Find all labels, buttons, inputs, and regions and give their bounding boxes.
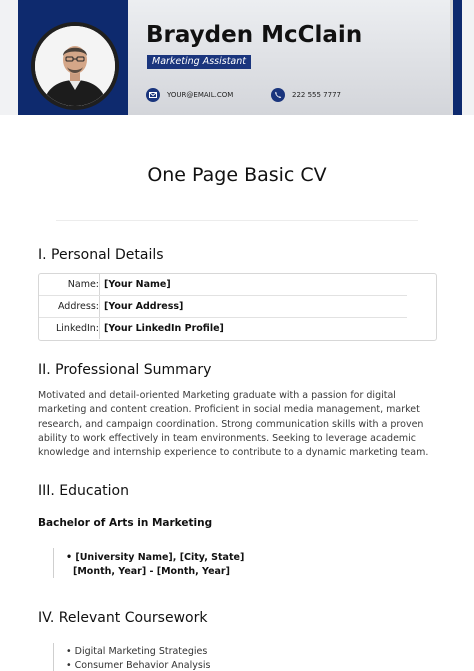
document-title: One Page Basic CV [147, 164, 327, 186]
phone-text: 222 555 7777 [292, 91, 341, 99]
row-label: LinkedIn: [39, 318, 100, 339]
email-icon [146, 88, 160, 102]
professional-summary-text: Motivated and detail-oriented Marketing graduate with a passion for digital marketing and content creation. Proficient in social media management, market research, and campaign coordination. Strong communication skills with a proven ability to work effectively in team environments. Seeking to leverage academic knowledge and internship experience to contribute to a dynamic marketing team. [38, 390, 429, 459]
education-heading: III. Education [38, 483, 129, 499]
personal-details-table [38, 273, 437, 341]
education-timeline-line [53, 548, 54, 578]
row-value: [Your Name] [104, 279, 171, 290]
personal-details-heading: I. Personal Details [38, 247, 164, 263]
candidate-name: Brayden McClain [146, 22, 363, 48]
header-right-band [450, 0, 462, 115]
email-text: YOUR@EMAIL.COM [167, 91, 234, 99]
row-label: Address: [39, 296, 100, 317]
email-contact[interactable] [146, 88, 233, 102]
table-row [39, 296, 407, 318]
title-divider [56, 220, 418, 221]
list-item: • Digital Marketing Strategies [66, 646, 208, 657]
phone-contact[interactable] [271, 88, 341, 102]
list-item: • Consumer Behavior Analysis [66, 660, 211, 671]
table-row [39, 274, 407, 296]
coursework-heading: IV. Relevant Coursework [38, 610, 208, 626]
phone-icon [271, 88, 285, 102]
professional-summary-heading: II. Professional Summary [38, 362, 212, 378]
institution: • [University Name], [City, State] [66, 552, 245, 563]
coursework-timeline-line [53, 643, 54, 671]
table-row [39, 318, 407, 339]
job-title-badge: Marketing Assistant [147, 55, 251, 69]
education-dates: [Month, Year] - [Month, Year] [73, 566, 230, 577]
degree-title: Bachelor of Arts in Marketing [38, 517, 213, 529]
row-label: Name: [39, 274, 100, 295]
avatar [31, 22, 119, 110]
profile-photo [35, 26, 115, 106]
row-value: [Your Address] [104, 301, 184, 312]
row-value: [Your LinkedIn Profile] [104, 323, 224, 334]
education-entry [66, 551, 244, 579]
